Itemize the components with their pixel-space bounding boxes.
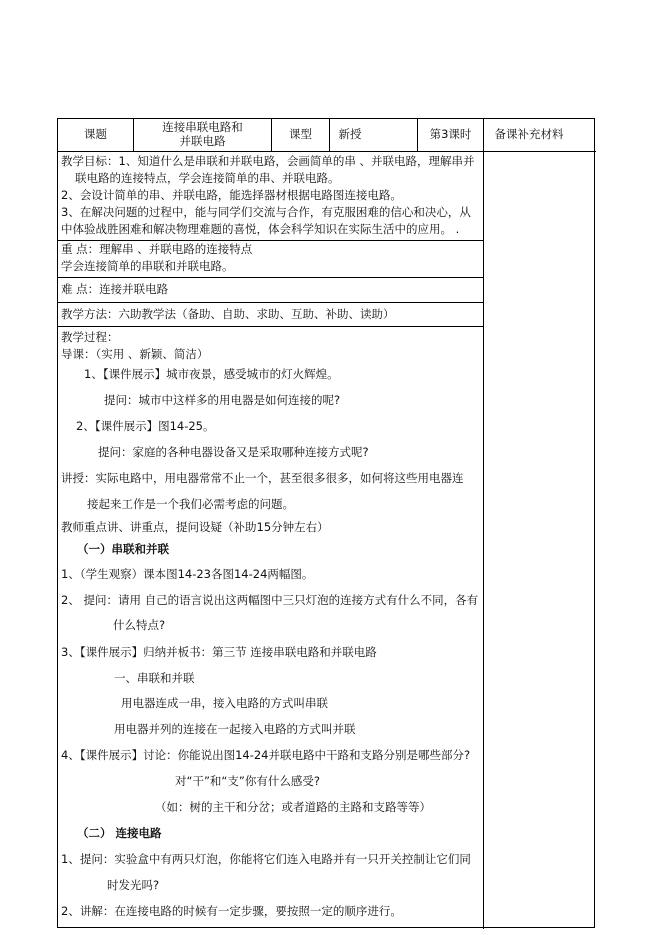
process-line: 1、（学生观察）课本图14-23各图14-24两幅图。: [61, 567, 314, 581]
process-line: 用电器连成一串，接入电路的方式叫串联: [121, 696, 328, 710]
method-line: 教学方法：六助教学法（备助、自助、求助、互助、补助、读助）: [61, 307, 395, 321]
process-line: 时发光吗?: [107, 878, 160, 892]
process-line: 1、【课件展示】城市夜景，感受城市的灯火辉煌。: [84, 367, 339, 381]
process-line: 提问：家庭的各种电器设备又是采取哪种连接方式呢?: [98, 445, 369, 459]
process-line: 2、【课件展示】图14-25。: [76, 419, 215, 433]
objectives-line: 联电路的连接特点，学会连接简单的串、并联电路。: [75, 171, 340, 185]
process-line: 讲授：实际电路中，用电器常常不止一个，甚至很多很多，如何将这些用电器连: [61, 471, 464, 485]
key-points-line: 学会连接简单的串联和并联电路。: [61, 259, 234, 273]
objectives-line: 3、在解决问题的过程中，能与同学们交流与合作，有克服困难的信心和决心，从: [61, 205, 471, 219]
difficulty-line: 难 点：连接并联电路: [61, 282, 169, 296]
process-line: 接起来工作是一个我们必需考虑的问题。: [87, 497, 294, 511]
objectives-line: 中体验战胜困难和解决物理难题的喜悦，体会科学知识在实际生活中的应用。 .: [61, 222, 460, 236]
objectives-line: 教学目标：1、知道什么是串联和并联电路，会画简单的串 、并联电路，理解串并: [61, 154, 475, 168]
process-line: 提问：城市中这样多的用电器是如何连接的呢?: [104, 393, 341, 407]
row-divider: [58, 277, 484, 278]
lesson-title-line2: 并联电路: [179, 134, 226, 148]
process-line: （如：树的主干和分岔；或者道路的主路和支路等等）: [155, 800, 431, 814]
section-heading: （一）串联和并联: [77, 542, 169, 556]
type-label: 课型: [289, 127, 312, 141]
row-divider: [58, 326, 484, 327]
row-divider: [58, 240, 484, 241]
row-divider: [58, 151, 596, 152]
process-line: 4、【课件展示】讨论：你能说出图14-24并联电路中干路和支路分别是哪些部分?: [61, 748, 471, 762]
process-line: 一、串联和并联: [114, 671, 195, 685]
lesson-title-line1: 连接串联电路和: [162, 120, 243, 134]
process-line: 1、提问：实验盒中有两只灯泡，你能将它们连入电路并有一只开关控制让它们同: [61, 852, 471, 866]
lesson-plan-table: [57, 118, 595, 928]
objectives-line: 2、会设计简单的串、并联电路，能选择器材根据电路图连接电路。: [61, 188, 402, 202]
process-line: 导课：（实用 、新颖、简洁）: [61, 347, 209, 361]
process-line: 2、 提问：请用 自己的语言说出这两幅图中三只灯泡的连接方式有什么不同，各有: [61, 593, 479, 607]
process-line: 什么特点?: [113, 618, 166, 632]
lesson-label: 课题: [84, 127, 107, 141]
section-heading: （二） 连接电路: [77, 826, 162, 840]
row-divider: [58, 302, 484, 303]
notes-column-header: 备课补充材料: [494, 127, 564, 141]
type-value: 新授: [338, 127, 362, 141]
key-points-line: 重 点：理解串 、并联电路的连接特点: [61, 242, 253, 256]
process-line: 2、讲解：在连接电路的时候有一定步骤，要按照一定的顺序进行。: [61, 904, 402, 918]
process-line: 对“干”和“支”你有什么感受?: [175, 774, 320, 788]
lesson-title: [134, 120, 271, 148]
process-line: 用电器并列的连接在一起接入电路的方式叫并联: [114, 722, 356, 736]
process-line: 教师重点讲、讲重点，提问设疑（补助15分钟左右）: [61, 520, 329, 534]
period: 第3课时: [429, 127, 472, 141]
process-line: 3、【课件展示】归纳并板书：第三节 连接串联电路和并联电路: [61, 645, 377, 659]
process-title: 教学过程：: [61, 330, 119, 344]
